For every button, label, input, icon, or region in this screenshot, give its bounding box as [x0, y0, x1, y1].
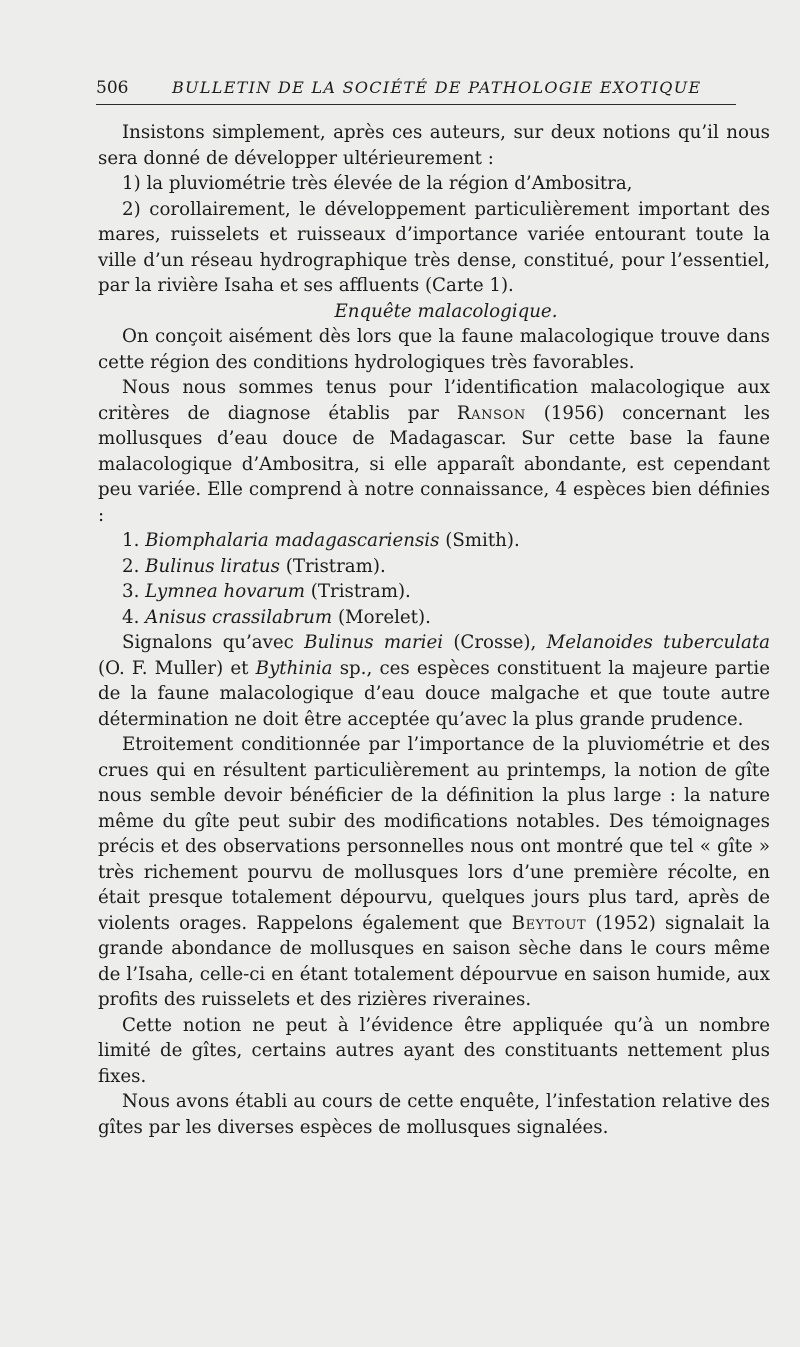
paragraph-other-species: [98, 630, 770, 732]
species-author: (Tristram).: [310, 581, 411, 602]
paragraph-habitat: [98, 732, 770, 1013]
paragraph-text: sp., ces espèces constituent la majeure partie de la faune malacologique d’eau douce malgache et que toute autre détermination ne doit être acceptée qu’avec la plus grande prudence.: [98, 657, 770, 730]
paragraph-text: Signalons qu’avec: [122, 632, 305, 653]
species-name: Bulinus mariei: [304, 632, 444, 653]
page-number: 506: [96, 78, 129, 98]
species-name: Melanoides tuberculata: [546, 632, 771, 653]
species-item: [98, 579, 770, 605]
author-citation: Ranson: [456, 402, 526, 424]
article-body: [98, 120, 770, 1140]
running-title: BULLETIN DE LA SOCIÉTÉ DE PATHOLOGIE EXOTIQUE: [172, 78, 702, 97]
section-heading: Enquête malacologique.: [334, 300, 558, 322]
paragraph-conditions: On conçoit aisément dès lors que la faune malacologique trouve dans cette région des conditions hydrologiques très favorables.: [98, 326, 770, 373]
intro-item-2: 2) corollairement, le développement particulièrement important des mares, ruisselets et ruisseaux d’importance variée entourant toute la ville d’un réseau hydrographique très dense, constitué, pour l’essentiel, par la rivière Isaha et ses affluents (Carte 1).: [98, 198, 770, 296]
page-header: [96, 74, 736, 105]
species-number: 2.: [122, 555, 140, 577]
species-item: [98, 605, 770, 631]
species-author: (Morelet).: [337, 606, 431, 628]
paragraph-limited-sites: Cette notion ne peut à l’évidence être appliquée qu’à un nombre limité de gîtes, certains autres ayant des constituants nettement plus fixes.: [98, 1014, 770, 1087]
species-name: Anisus crassilabrum: [145, 606, 333, 628]
author-citation: Beytout: [511, 912, 587, 934]
intro-item-1: 1) la pluviométrie très élevée de la région d’Ambositra,: [122, 173, 633, 194]
species-name: Bulinus liratus: [145, 555, 280, 577]
paragraph-text: (Crosse),: [443, 632, 547, 653]
species-list: [98, 528, 770, 630]
paragraph-identification: [98, 375, 770, 528]
paragraph-text: (1956) concernant les mollusques d’eau douce de Madagascar. Sur cette base la faune malacologique d’Ambositra, si elle apparaît abondante, est cependant peu variée. Elle comprend à notre connaissance, 4 espèces bien définies :: [98, 402, 770, 526]
paragraph-text: (O. F. Muller) et: [98, 657, 256, 679]
species-number: 1.: [122, 530, 140, 551]
intro-paragraph: Insistons simplement, après ces auteurs, sur deux notions qu’il nous sera donné de développer ultérieurement :: [98, 122, 770, 169]
species-name: Biomphalaria madagascariensis: [145, 530, 440, 551]
species-item: [98, 554, 770, 580]
species-author: (Tristram).: [285, 555, 386, 577]
species-name: Lymnea hovarum: [145, 581, 305, 602]
species-number: 4.: [122, 606, 140, 628]
species-author: (Smith).: [445, 530, 520, 551]
paragraph-text: Etroitement conditionnée par l’importance de la pluviométrie et des crues qui en résultent particulièrement au printemps, la notion de gîte nous semble devoir bénéficier de la définition la plus large : la nature même du gîte peut subir des modifications notables. Des témoignages précis et des observations personnelles nous ont montré que tel « gîte » très richement pourvu de mollusques lors d’une première récolte, en était presque totalement dépourvu, quelques jours plus tard, après de violents orages. Rappelons également que: [98, 734, 770, 934]
species-number: 3.: [122, 581, 140, 602]
paragraph-text: (1952) signalait la grande abondance de mollusques en saison sèche dans le cours même de l’Isaha, celle-ci en étant totalement dépourvue en saison humide, aux profits des ruisselets et des rizières riveraines.: [98, 912, 770, 1010]
paragraph-text: Nous nous sommes tenus pour l’identification malacologique aux critères de diagnose établis par: [98, 377, 770, 424]
species-name: Bythinia: [255, 657, 333, 679]
paragraph-infestation: Nous avons établi au cours de cette enquête, l’infestation relative des gîtes par les diverses espèces de mollusques signalées.: [98, 1091, 770, 1138]
species-item: [98, 528, 770, 554]
